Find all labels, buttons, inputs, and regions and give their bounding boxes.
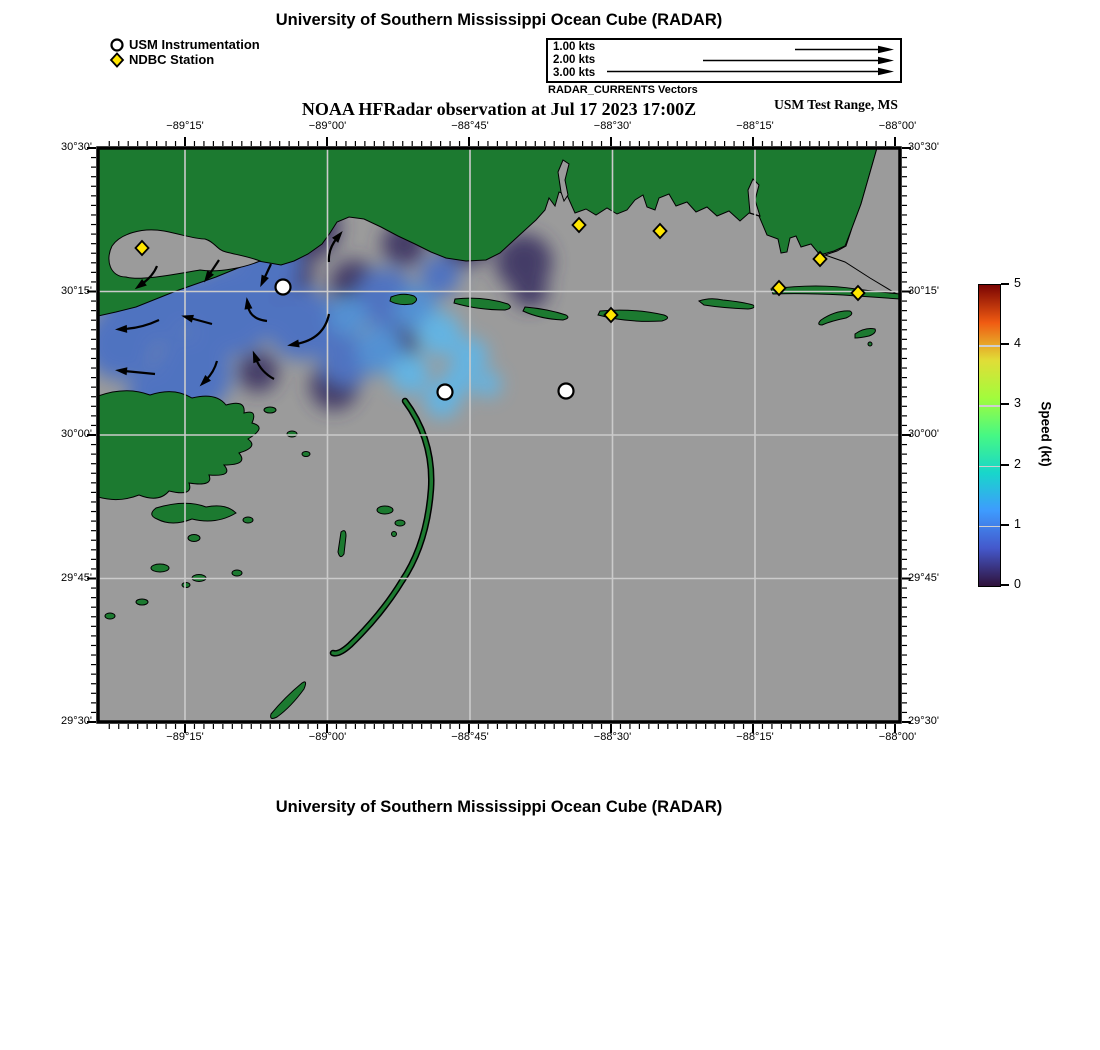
y-axis-tick-label: 29°45' (61, 571, 92, 584)
colorbar-tick (1001, 584, 1009, 586)
x-axis-tick-label: −88°15' (736, 731, 774, 743)
usm-station-marker (276, 280, 291, 295)
radar-current-map (83, 134, 915, 736)
speed-blob (420, 256, 460, 296)
marsh-islet (264, 407, 276, 413)
colorbar-gridline (979, 405, 1000, 407)
x-axis-tick-label: −88°45' (451, 731, 489, 743)
legend-ndbc-label: NDBC Station (129, 52, 215, 67)
marsh-islet (105, 613, 115, 619)
speed-blob (328, 296, 368, 336)
map-legend (108, 37, 260, 67)
marsh-islet (243, 517, 253, 523)
x-axis-tick-label: −89°00' (308, 120, 347, 132)
x-axis-tick-label: −89°00' (308, 731, 347, 743)
y-axis-tick-label: 29°30' (61, 715, 92, 727)
colorbar-tick-label: 5 (1014, 276, 1021, 290)
colorbar-tick (1001, 464, 1009, 466)
speed-blob (390, 354, 430, 394)
colorbar-axis-label: Speed (kt) (1038, 401, 1054, 467)
marsh-islet (136, 599, 148, 605)
marsh-islet (302, 452, 310, 457)
small-island (868, 342, 872, 346)
marsh-islet (188, 535, 200, 542)
vector-scale-label-3: 3.00 kts (553, 67, 596, 80)
colorbar-gridline (979, 345, 1000, 347)
small-island (395, 520, 405, 526)
usm-station-marker (438, 385, 453, 400)
x-axis-tick-label: −88°00' (878, 120, 917, 132)
colorbar-tick-label: 3 (1014, 396, 1021, 411)
bottom-page-title: University of Southern Mississippi Ocean Cube (RADAR) (275, 798, 723, 816)
vector-scale-box (546, 38, 902, 83)
y-axis-tick-label: 30°00' (908, 428, 939, 440)
scale-arrow-head (878, 46, 894, 54)
x-axis-tick-label: −88°30' (593, 120, 632, 132)
colorbar-tick-label: 0 (1014, 577, 1021, 591)
scale-arrow-head (878, 68, 894, 76)
x-axis-tick-label: −88°45' (451, 120, 489, 132)
x-axis-tick-label: −88°00' (878, 731, 917, 743)
legend-usm-label: USM Instrumentation (129, 37, 260, 52)
speed-colorbar (978, 284, 1001, 587)
small-island (392, 532, 397, 537)
barrier-island (390, 294, 417, 304)
vector-scale-label-1: 1.00 kts (553, 41, 596, 53)
page-title: University of Southern Mississippi Ocean Cube (RADAR) (275, 11, 723, 29)
colorbar-gridline (979, 466, 1000, 468)
usm-station-marker (559, 384, 574, 399)
x-axis-tick-label: −88°15' (736, 120, 774, 132)
ndbc-station-icon (108, 52, 126, 68)
colorbar-gridline (979, 526, 1000, 528)
legend-row-usm (108, 37, 260, 52)
marsh-islet (287, 431, 297, 437)
speed-blob (475, 371, 501, 397)
colorbar-tick-label: 4 (1014, 336, 1021, 351)
colorbar-tick (1001, 283, 1009, 285)
test-range-label: USM Test Range, MS (774, 97, 898, 112)
vector-scale-arrows (548, 40, 900, 81)
y-axis-tick-label: 30°15' (61, 284, 92, 297)
vector-scale-caption: RADAR_CURRENTS Vectors (548, 84, 698, 96)
y-axis-tick-label: 30°00' (61, 428, 92, 440)
x-axis-tick-label: −89°15' (166, 120, 204, 132)
usm-instrumentation-icon (108, 37, 126, 53)
colorbar-tick (1001, 343, 1009, 345)
y-axis-tick-label: 30°30' (61, 141, 92, 153)
scale-arrow-head (878, 57, 894, 65)
legend-row-ndbc (108, 52, 260, 67)
colorbar-tick (1001, 403, 1009, 405)
marsh-islet (232, 570, 242, 576)
speed-blob (512, 272, 548, 308)
marsh-islet (182, 583, 190, 588)
x-axis-tick-label: −89°15' (166, 731, 204, 743)
y-axis-tick-label: 29°45' (908, 571, 939, 584)
y-axis-tick-label: 30°30' (908, 141, 939, 153)
vector-scale-label-2: 2.00 kts (553, 54, 596, 67)
observation-subtitle: NOAA HFRadar observation at Jul 17 2023 17:00Z (301, 99, 697, 119)
colorbar-tick-label: 2 (1014, 456, 1021, 471)
colorbar-tick (1001, 524, 1009, 526)
x-axis-tick-label: −88°30' (593, 731, 632, 743)
y-axis-tick-label: 29°30' (908, 715, 939, 727)
colorbar-tick-label: 1 (1014, 516, 1021, 531)
y-axis-tick-label: 30°15' (908, 284, 939, 297)
marsh-islet (151, 564, 169, 572)
small-island (377, 506, 393, 514)
